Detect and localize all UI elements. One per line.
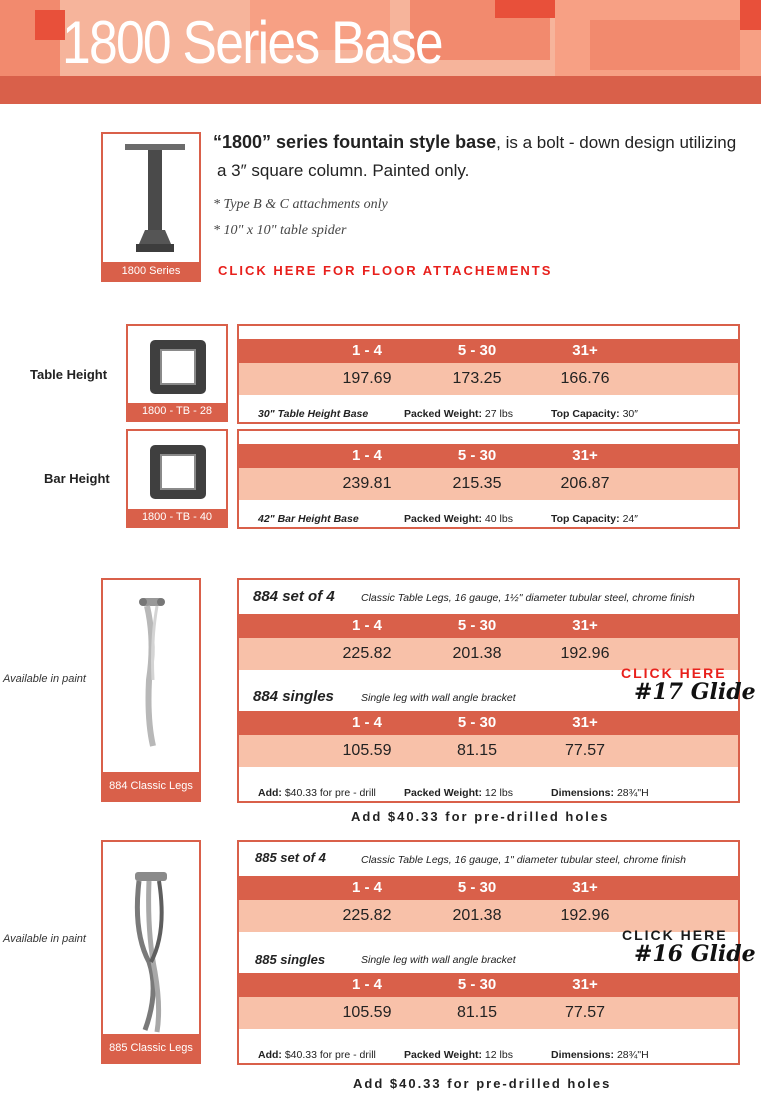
available-in-paint-note: Available in paint	[3, 933, 86, 945]
row-label-table-height: Table Height	[30, 367, 108, 382]
price-cell: 192.96	[560, 907, 610, 924]
qty-col-2: 5 - 30	[457, 447, 497, 464]
qty-col-2: 5 - 30	[457, 617, 497, 634]
qty-col-3: 31+	[572, 714, 598, 731]
header-block	[35, 10, 65, 40]
packed-weight: Packed Weight: 40 lbs	[404, 513, 513, 525]
top-capacity: Top Capacity: 24″	[551, 513, 638, 525]
price-table-884	[237, 578, 756, 803]
price-cell: 77.57	[564, 1004, 606, 1021]
set-description: Classic Table Legs, 16 gauge, 1½" diameter tubular steel, chrome finish	[361, 592, 695, 604]
predrilled-holes-note: Add $40.33 for pre-drilled holes	[351, 809, 610, 824]
price-cell: 105.59	[342, 742, 392, 759]
price-cell: 201.38	[452, 907, 502, 924]
square-base-image	[128, 326, 226, 404]
qty-col-1: 1 - 4	[351, 714, 382, 731]
chrome-legs-image	[103, 842, 199, 1040]
singles-title: 884 singles	[253, 688, 334, 705]
dimensions: Dimensions: 28¾"H	[551, 1049, 649, 1061]
price-cell: 201.38	[452, 645, 502, 662]
table-header-row	[239, 973, 738, 997]
click-here-glide-16[interactable]: CLICK HERE	[622, 927, 728, 943]
qty-col-1: 1 - 4	[351, 879, 382, 896]
top-capacity: Top Capacity: 30″	[551, 408, 638, 420]
intro-heading	[213, 132, 736, 153]
price-cell: 225.82	[342, 645, 392, 662]
qty-col-1: 1 - 4	[351, 447, 382, 464]
image-caption: 1800 Series	[103, 262, 199, 280]
price-row	[239, 468, 738, 500]
product-image-tb28[interactable]	[126, 324, 228, 422]
set-title: 884 set of 4	[253, 588, 335, 605]
set-description: Classic Table Legs, 16 gauge, 1" diameter tubular steel, chrome finish	[361, 854, 686, 866]
base-description: 30" Table Height Base	[258, 408, 369, 420]
price-cell: 192.96	[560, 645, 610, 662]
image-caption: 1800 - TB - 28	[128, 403, 226, 420]
price-cell: 81.15	[456, 742, 498, 759]
image-caption: 1800 - TB - 40	[128, 509, 226, 526]
dimensions: Dimensions: 28¾"H	[551, 787, 649, 799]
qty-col-2: 5 - 30	[457, 342, 497, 359]
intro-heading-bold: “1800” series fountain style base	[213, 132, 497, 152]
packed-weight: Packed Weight: 12 lbs	[404, 1049, 513, 1061]
header-bar	[0, 76, 761, 104]
qty-col-1: 1 - 4	[351, 976, 382, 993]
page-header	[0, 0, 761, 104]
price-table-885	[237, 840, 756, 1065]
price-cell: 206.87	[560, 475, 610, 492]
qty-col-2: 5 - 30	[457, 714, 497, 731]
chrome-leg-image	[103, 580, 199, 778]
glide-16-link[interactable]: #16 Glide	[634, 941, 756, 967]
singles-description: Single leg with wall angle bracket	[361, 954, 516, 966]
row-label-bar-height: Bar Height	[44, 471, 110, 486]
predrilled-holes-note: Add $40.33 for pre-drilled holes	[353, 1076, 612, 1091]
header-block	[740, 0, 761, 30]
price-table-table-height	[237, 324, 740, 424]
predrill-add: Add: $40.33 for pre - drill	[258, 1049, 376, 1061]
pedestal-base-image	[103, 134, 199, 262]
qty-col-3: 31+	[572, 879, 598, 896]
price-table-bar-height	[237, 429, 740, 529]
price-cell: 225.82	[342, 907, 392, 924]
table-header-row	[239, 876, 738, 900]
intro-line2: a 3″ square column. Painted only.	[217, 161, 470, 180]
qty-col-1: 1 - 4	[351, 617, 382, 634]
table-header-row	[239, 614, 738, 638]
square-base-image	[128, 431, 226, 510]
packed-weight: Packed Weight: 27 lbs	[404, 408, 513, 420]
header-block	[590, 20, 740, 70]
qty-col-2: 5 - 30	[457, 976, 497, 993]
packed-weight: Packed Weight: 12 lbs	[404, 787, 513, 799]
qty-col-3: 31+	[572, 342, 598, 359]
price-row	[239, 997, 738, 1029]
singles-title: 885 singles	[255, 952, 326, 967]
qty-col-1: 1 - 4	[351, 342, 382, 359]
price-cell: 77.57	[564, 742, 606, 759]
qty-col-3: 31+	[572, 976, 598, 993]
click-here-glide-17[interactable]: CLICK HERE	[621, 665, 727, 681]
page-title: 1800 Series Base	[62, 9, 442, 76]
table-header-row	[239, 444, 738, 468]
product-image-1800-series[interactable]	[101, 132, 201, 282]
image-caption: 884 Classic Legs	[103, 772, 199, 800]
price-row	[239, 735, 738, 767]
product-image-tb40[interactable]	[126, 429, 228, 528]
product-image-884-legs[interactable]	[101, 578, 201, 802]
predrill-add: Add: $40.33 for pre - drill	[258, 787, 376, 799]
price-cell: 105.59	[342, 1004, 392, 1021]
image-caption: 885 Classic Legs	[103, 1034, 199, 1062]
price-cell: 239.81	[342, 475, 392, 492]
available-in-paint-note: Available in paint	[3, 673, 86, 685]
price-cell: 197.69	[342, 370, 392, 387]
qty-col-3: 31+	[572, 617, 598, 634]
table-header-row	[239, 711, 738, 735]
table-header-row	[239, 339, 738, 363]
price-cell: 215.35	[452, 475, 502, 492]
price-cell: 166.76	[560, 370, 610, 387]
header-block	[495, 0, 555, 18]
qty-col-2: 5 - 30	[457, 879, 497, 896]
note-spider: * 10" x 10" table spider	[213, 223, 347, 238]
price-cell: 81.15	[456, 1004, 498, 1021]
price-cell: 173.25	[452, 370, 502, 387]
singles-description: Single leg with wall angle bracket	[361, 692, 516, 704]
note-attachments: * Type B & C attachments only	[213, 197, 388, 212]
product-image-885-legs[interactable]	[101, 840, 201, 1064]
qty-col-3: 31+	[572, 447, 598, 464]
price-row	[239, 363, 738, 395]
intro-heading-rest: , is a bolt - down design utilizing	[496, 133, 737, 152]
glide-17-link[interactable]: #17 Glide	[634, 679, 756, 705]
base-description: 42" Bar Height Base	[258, 513, 359, 525]
floor-attachments-link[interactable]: CLICK HERE FOR FLOOR ATTACHEMENTS	[218, 263, 553, 278]
set-title: 885 set of 4	[255, 850, 326, 865]
